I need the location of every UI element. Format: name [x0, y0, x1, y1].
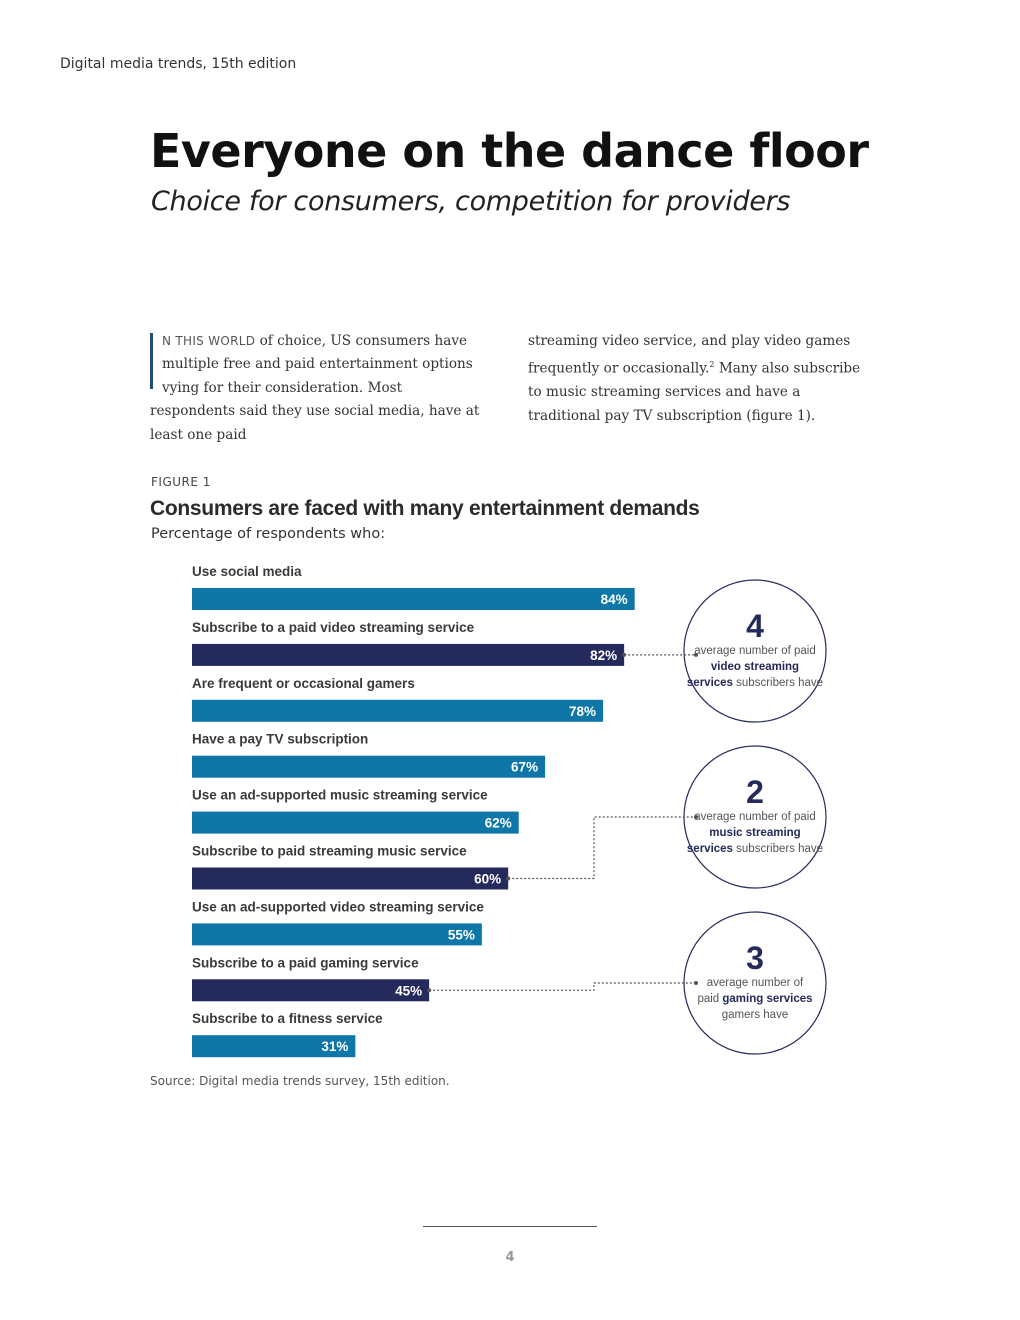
running-head: Digital media trends, 15th edition [60, 56, 297, 72]
bar [192, 868, 508, 890]
figure-label: FIGURE 1 [151, 475, 211, 489]
intro-col2-text-a: streaming video service, and play video games frequently or occasionally. [528, 333, 851, 377]
bar-label: Use an ad-supported music streaming service [192, 787, 488, 803]
callout-number: 4 [746, 608, 764, 644]
bar-label: Subscribe to a paid gaming service [192, 955, 419, 971]
callout-connector [508, 817, 696, 879]
intro-lead: N THIS WORLD [162, 334, 256, 348]
bar-value-label: 82% [590, 647, 618, 663]
bar-value-label: 62% [484, 815, 512, 831]
callout-text [697, 993, 812, 1005]
connector-dot [506, 877, 510, 881]
callout-text [687, 843, 823, 855]
callout-text-segment: subscribers have [732, 677, 824, 689]
callout-text [694, 811, 815, 823]
bar [192, 588, 635, 610]
bar-label: Subscribe to a paid video streaming service [192, 619, 475, 635]
callout-text [694, 645, 815, 657]
bar-label: Use an ad-supported video streaming service [192, 899, 484, 915]
bar-value-label: 55% [447, 927, 475, 943]
bar-value-label: 45% [395, 983, 423, 999]
intro-col1-text: of choice, US consumers have multiple free and paid entertainment options vying for their consideration. Most respondents said they use social media, have at least one paid [150, 333, 480, 443]
callout-number: 2 [746, 774, 764, 810]
page-subtitle: Choice for consumers, competition for providers [151, 186, 791, 217]
callout-text-segment: services [686, 843, 733, 855]
callout-text-segment: average number of [706, 977, 804, 989]
callout-number: 3 [746, 940, 764, 976]
connector-dot [427, 988, 431, 992]
bar [192, 644, 624, 666]
bar-label: Use social media [192, 564, 302, 579]
bar-label: Are frequent or occasional gamers [192, 675, 415, 691]
callout-text-segment: services [686, 677, 733, 689]
callout-text [707, 977, 804, 989]
bar-value-label: 60% [474, 871, 502, 887]
callout-text-segment: gamers have [721, 1009, 789, 1021]
page-number: 4 [505, 1250, 515, 1265]
connector-dot [622, 653, 626, 657]
bar-value-label: 67% [511, 759, 539, 775]
bar [192, 756, 545, 778]
footer-divider [423, 1226, 597, 1227]
bar-value-label: 78% [569, 703, 597, 719]
callout-text [711, 661, 799, 673]
connector-dot [694, 981, 698, 985]
bar [192, 979, 429, 1001]
callout-text-segment: gaming services [722, 993, 813, 1005]
bar-label: Subscribe to paid streaming music service [192, 843, 467, 859]
page-title: Everyone on the dance floor [150, 124, 869, 178]
bar-label: Have a pay TV subscription [192, 731, 369, 747]
figure-source: Source: Digital media trends survey, 15th edition. [150, 1074, 450, 1088]
callout-text-segment: subscribers have [732, 843, 824, 855]
intro-col2-text-b: Many also subscribe to music streaming services and have a traditional pay TV subscription (figure 1). [528, 360, 861, 424]
bar [192, 700, 603, 722]
figure-title: Consumers are faced with many entertainment demands [150, 497, 700, 520]
callout-text [722, 1009, 788, 1021]
bar [192, 923, 482, 945]
callout-text-segment: average number of paid [694, 811, 816, 823]
bar-value-label: 84% [600, 592, 628, 607]
bar [192, 812, 519, 834]
callout-text-segment: video streaming [710, 661, 800, 673]
callout-connector [429, 983, 696, 990]
callout-text [687, 677, 823, 689]
footnote-ref[interactable]: 2 [709, 360, 715, 370]
callout-text-segment: music streaming [709, 827, 801, 839]
figure-subtitle: Percentage of respondents who: [151, 526, 386, 542]
callout-text-segment: average number of paid [694, 645, 816, 657]
bar-value-label: 31% [321, 1039, 349, 1055]
callout-text-segment: paid [697, 993, 723, 1005]
callout-text [709, 827, 800, 839]
bar-label: Subscribe to a fitness service [192, 1011, 383, 1027]
